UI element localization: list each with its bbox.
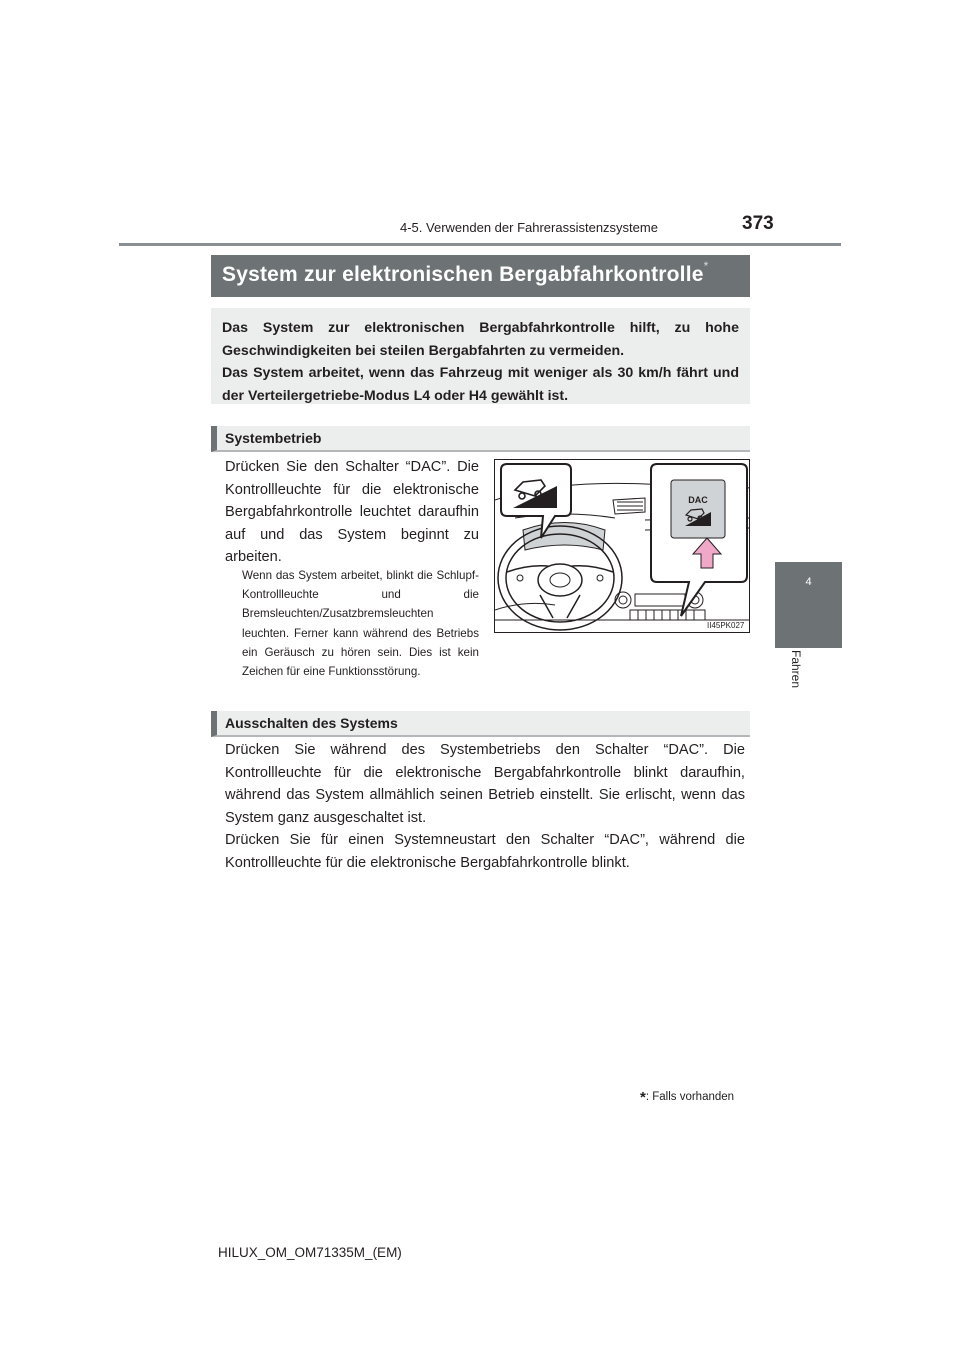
page-number: 373 (742, 213, 774, 234)
chapter-tab (775, 562, 842, 648)
section-heading-ausschalten: Ausschalten des Systems (211, 711, 750, 737)
section1-note: Wenn das System arbeitet, blinkt die Schlupf-Kontrollleuchte und die Bremsleuchten/Zusatzbremsleuchten leuchten. Ferner kann während des Betriebs ein Geräusch zu hören sein. Dies ist kein Zeichen für eine Funktionsstörung. (242, 569, 479, 679)
intro-line-1: Das System zur elektronischen Bergabfahrkontrolle hilft, zu hohe Geschwindigkeiten bei steilen Bergabfahrten zu vermeiden. (222, 320, 739, 359)
title-asterisk-mark: * (703, 259, 709, 273)
header-section-title: 4-5. Verwenden der Fahrerassistenzsysteme (400, 220, 658, 235)
section-heading-systembetrieb: Systembetrieb (211, 426, 750, 452)
dac-switch-label: DAC (688, 495, 708, 505)
dashboard-drawing (495, 460, 750, 633)
dac-switch-illustration (494, 459, 750, 633)
footnote-text: : Falls vorhanden (645, 1091, 735, 1103)
intro-box (211, 308, 750, 404)
document-code: HILUX_OM_OM71335M_(EM) (218, 1245, 402, 1260)
footnote-asterisk-mark: * (640, 1089, 646, 1106)
page-title-text: System zur elektronischen Bergabfahrkontrolle (222, 263, 704, 286)
figure-code: II45PK027 (707, 621, 745, 630)
chapter-tab-number: 4 (805, 576, 812, 588)
section2-paragraph-1: Drücken Sie während des Systembetriebs den Schalter “DAC”. Die Kontrollleuchte für die elektronische Bergabfahrkontrolle blinkt daraufhin, während das System allmählich seinen Betrieb einstellt. Sie erlischt, wenn das System ganz ausgeschaltet ist. (225, 742, 745, 826)
intro-line-2: Das System arbeitet, wenn das Fahrzeug mit weniger als 30 km/h fährt und der Verteilergetriebe-Modus L4 oder H4 gewählt ist. (222, 365, 739, 404)
chapter-tab-label: Fahren (789, 650, 803, 689)
page-title (211, 255, 750, 297)
header-divider (119, 243, 841, 246)
section1-paragraph: Drücken Sie den Schalter “DAC”. Die Kontrollleuchte für die elektronische Bergabfahrkontrolle leuchtet daraufhin auf und das System beginnt zu arbeiten. (225, 459, 479, 566)
section2-paragraph-2: Drücken Sie für einen Systemneustart den Schalter “DAC”, während die Kontrollleuchte für die elektronische Bergabfahrkontrolle blinkt. (225, 832, 745, 871)
footnote (640, 1089, 734, 1106)
